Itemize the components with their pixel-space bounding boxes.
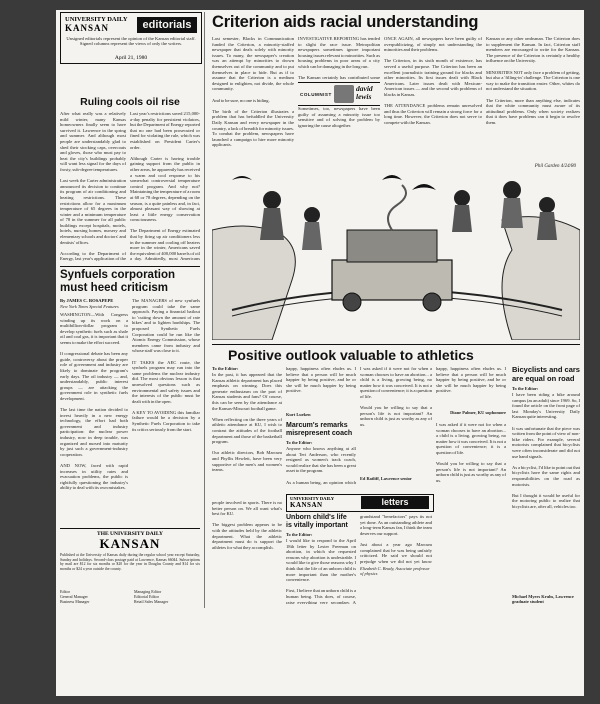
bicycles-headline-line1: Bicyclists and cars [512,365,580,374]
letter1-signature: Kurt Lueken [286,412,311,417]
letters-column-b: grandstand "benefactors" pays its not yet done. As an outstanding athlete and a long-term Kansas fan, I think the team deserves our support. Just about a year ago Marcum complained that he was being unfairly criticized. He said we should not prejudge when we did not yet know [360,514,432,564]
letter2-body: Anyone who knows anything at all about Teri Anderson, who recently resigned as women's track coach, would realize that she has been a great asset to the program. As a human being, an opinion which [286,446,356,485]
synfuels-headline-line2: must heed criticism [60,282,169,294]
letters-column-a: people involved in sports. There is no better person on. We all want what's best for KU. The biggest problem appears to be with the attitudes held by the athletic department. What the athletic department must do is support the athletes for what they accomplish. [212,500,282,550]
masthead [60,531,200,609]
synfuels-column-2: The MANAGERS of new synfuels program could take the same approach. Paying a financial bailout to 'cutting down the amount of rate hikes' and to lighten hardships. The proposed Synthetic Fuels Corporation could be run like the Atomic Energy Commission, whose members came from industry and whose staff was close to it. IT TAKES the AEC route, the synfuels program may run into the same problems the nuclear industry did. The most obvious lesson is that unresolved questions such as environmental and safety issues and the interests of the public must be dealt with in the open. A KEY TO AVOIDING this familiar failure would be a decision by a Synthetic Fuels Corporation to take its critics seriously from the start. [132,298,200,432]
synfuels-headline-line1: Synfuels corporation [60,269,176,281]
synfuels-byline-sub: New York Times Special Features [60,304,119,309]
bicycles-headline-line2: are equal on road [512,374,575,383]
letter1-body: In the past, it has appeared that the Kansas athletic department has placed emphasis on winning. Does this generate enthusiasm on the part of Kansas students and fans? Of course, this can be seen by the attendance at the Kansas-Missouri football game. When reflecting on the three years of athletic attendance at KU, I wish to contrast the attitudes of the football department and those of the basketball program. Our athletic directors, Bob Marcum and Phyllis Hewlett, have been very supportive of the men's and women's teams. [212,372,282,473]
editorials-flag [60,12,202,64]
column-rule [204,12,205,608]
letter2-headline-line1: Marcum's remarks [286,422,348,429]
criterion-column-2: INVESTIGATIVE REPORTING has tended to slight the race issue. Metropolitan newspapers sometimes ignore important housing issues relevant to minorities. Such as housing problems in poor areas of a city which can be damaging in the long run. The Kansan certainly has contributed some [298,36,380,80]
ruling-column-1: After what really was a relatively mild winter, many Kansas homeowners finally seem to have survived it. Lawrence in the spring and summer. And although most people are understandably glad to shed their stocking caps, overcoats and gloves, those who must pay to heat the city's buildings probably will want less signal for the days of frosty, sub-degree temperatures. Last week the Carter administration announced its decision to continue its program of air conditioning and heating restrictions. These restrictions allow for a maximum temperature of 65 degrees in the winter and a minimum temperature of 78 in the summer for all public buildings except hospitals, motels, hotels, nursing homes, nursery and elementary schools and doctors' and dentists' offices. According to the Department of Energy, last year's application of the [60,111,126,262]
unborn-body: I would like to respond to the April 18th letter by Lester Freeman on abortion, in which she requested reasons why abortion is undesirable. I would like to give those reasons why I think that the life of an unborn child is more important than the mother's convenience. First, I believe that an unborn child is a human being. This does, of course, raise everything very secondary. A [286,538,356,604]
columnist-photo [334,85,354,103]
letter1-salutation: To the Editor: [212,366,239,371]
synfuels-column-1: WASHINGTON—With Congress winding up its work on a multibillion-dollar program to develop synthetic fuels such as shale oil and coal gas, it is important that it seems to make the effort succeed. If congressional debate has been any guide, controversy about the proper role of government and industry are likely to dominate the program's early days. The oil industry — and, understandably, public interest groups — are attacking the government role in synthetic fuels development. The last time the nation decided to invest heavily in a new energy technology, the effort had both government and industry participation: the nuclear power industry, now in deep trouble, was organized and nursed into maturity by just such a government-industry cooperation. AND NOW, faced with rapid increases in utility rates and evacuation problems, the public is rightfully questioning the industry's ability to deal with its own mistakes. [60,312,128,491]
synfuels-byline: By JAMES C. ROSAPEPE [60,298,114,303]
ruling-column-2: Last year's restrictions saved 215,000-a-day penalty for persistent violators, but the Department of Energy reported that no one had been prosecuted or fined for violating the rule, which was established on President Carter's order. Although Carter is having trouble gaining support from the public in other areas, he apparently has received a warm and cool response to his somewhat controversial temperature control program. And why not? Maintaining the temperature of a room at 68 or 78 degrees, depending on the season, is a quite painless and, in fact, almost pleasant way of showing at least a little energy conservation consciousness. The Department of Energy estimated that by firing up air conditioners less in the summer and cooling off heaters more in the winter, Americans saved the equivalent of 400,000 barrels of oil a day. Admittedly, most Americans [130,111,200,262]
criterion-column-2-continued: Sometimes, too, newspapers have been guilty of assuming a minority issue too sensitive and of solving the problem by ignoring the cause altogether. [298,106,380,128]
letter2-salutation: To the Editor: [286,440,313,445]
letter2-body-continued: I was asked if it were not for when a woman chooses to have an abortion... a child is a living, growing being, no matter how it was conceived. It is not a question of convenience; it is a question of life. Would you be willing to say that a person's life is not important? An unborn child is just as worthy as any of us. [360,366,432,427]
newspaper-page [56,10,584,696]
bicycles-salutation: To the Editor: [512,386,539,391]
column-label: COLUMNIST [300,92,332,97]
flag-name-line1: UNIVERSITY DAILY [65,16,128,23]
bicycles-body: I have been riding a bike around campus (as an adult) since 1969. So, I found the article on the front page of last Monday's University Daily Kansan quite interesting. It was unfortunate that the piece was written from the point of view of non-bike riders. For example, several motorists complained that bicyclists were often inconsiderate and did not use hand signals. As a bicyclist, I'd like to point out that bicyclists have the same rights and responsibilities on the road as motorists. But I thought it would be useful for the motoring public to realize that bicyclists are, after all, vehicles too. [512,392,580,509]
unborn-headline-line1: Unborn child's life [286,514,347,521]
athletics-divider [212,344,580,345]
letters-flag [286,494,434,512]
masthead-name-line1: THE UNIVERSITY DAILY [97,531,163,537]
unborn-salutation: To the Editor: [286,532,313,537]
masthead-staff-left: Editor General Manager Business Manager [60,589,90,604]
criterion-headline: Criterion aids racial understanding [212,13,479,31]
cartoon-signature: Phil Garden 4/24/80 [534,164,576,169]
cartoon-illustration [212,160,580,340]
ruling-headline: Ruling cools oil rise [80,96,180,108]
letter2-signature: Ed Ratliff, Lawrence senior [360,476,412,481]
unborn-headline-line2: is vitally important [286,522,348,529]
masthead-info: Published at the University of Kansas daily during the regular school year except Saturday, Sunday and holidays. Second-class postage paid at Lawrence, Kansas 66044. Subscriptions by mail are $12 for six months or $20 for the year in Douglas County and $14 for six months or $24 a year outside the county. [60,553,200,571]
athletics-headline: Positive outlook valuable to athletics [228,347,474,363]
letters-flag-section: letters [361,496,429,509]
columnist-name-line2: lewis [356,92,372,101]
section-divider [60,266,200,267]
flag-name-line2: KANSAN [65,23,110,33]
letters-column-b-signature: Elizabeth C. Brady, Associate professor of physics [360,566,430,577]
columnist-name-line1: david [356,84,373,93]
athletics-right-column: happy, happiness often eludes us. I believe that a person will be much happier by being positive, and he or she will be much happier by being positive. [436,366,506,394]
columnist-box [298,82,380,106]
criterion-column-4: Kansan or any other ombsman. The Criterion does to supplement the Kansan. In fact, Criterion staff members are encouraged to write for the Kansan. The presence of the Criterion is certainly a healthy influence on the University. MINORITIES NOT only face a problem of getting, but also a 'filling-in' challenge. The Criterion is one way to make the transition easier. Other, whites do not understand the situation. The Criterion, more than anything else, indicates that the white community must aware of its attitudinal problems. Only when society realizes that it does have problems can it begin to resolve them. [486,36,580,125]
flag-section: editorials [137,17,197,33]
letter1-body-continued: happy, happiness often eludes us. I believe that a person will be much happier by being positive, and he or she will be much happier by being positive. [286,366,356,394]
flag-date: April 21, 1980 [114,55,148,61]
criterion-column-1: Last semester, Blacks in Communication funded the Criterion, a minority-staffed newspaper that deals solely with minority issues. To many, the newspaper's creation was an attempt by minorities to drown themselves out of the community and to put themselves in place to hide. But as if to assume that the Criterion is a medium designed to enlighten, not divide, the whole community. And to be sure, no one is hiding. The birth of the Criterion illustrates a problem that has befuddled the University Daily Kansan and every newspaper in the country, a lack of breadth for minority issues. To combat the problem, newspapers have launched a campaign to hire more minority applicants. [212,36,294,148]
letters-flag-line2: KANSAN [290,501,323,509]
criterion-column-3: ONCE AGAIN, all newspapers have been guilty of overpublicizing, of simply not understanding the minorities and their problems. The Criterion, in its sixth month of existence, has served a useful purpose. The Criterion has been an excellent journalistic training ground for blacks and other minorities. Its first issues dealt with Black Americans. Later issues dealt with Mexican-American issues — and the second with problems of blacks in Kansas. THE ATTENDANCE problems remain unresolved and thus the Criterion will remain a strong force for a long time. However, the Criterion does not serve to compete with the Kansan. [384,36,482,125]
athletics-right-signature: Diane Palmer, KU sophomore [450,410,506,415]
bicycles-signature: Michael Myers Kruhs, Lawrence graduate student [512,594,574,605]
letters-flag-line1: UNIVERSITY DAILY [290,496,335,501]
letter2-headline-line2: misrepresent coach [286,430,353,437]
flag-notice: Unsigned editorials represent the opinion of the Kansan editorial staff. Signed columns represent the views of only the writers. [66,36,196,47]
editorial-cartoon [212,160,580,340]
masthead-staff-right: Managing Editor Editorial Editor Retail Sales Manager [134,589,169,604]
letters-column-c: I was asked if it were not for when a woman chooses to have an abortion... a child is a living, growing being, no matter how it was conceived. It is not a question of convenience; it is a question of life. Would you be willing to say that a person's life is not important? An unborn child is just as worthy as any of us. [436,422,506,483]
masthead-name-line2: KANSAN [99,536,161,551]
masthead-divider [60,528,200,529]
